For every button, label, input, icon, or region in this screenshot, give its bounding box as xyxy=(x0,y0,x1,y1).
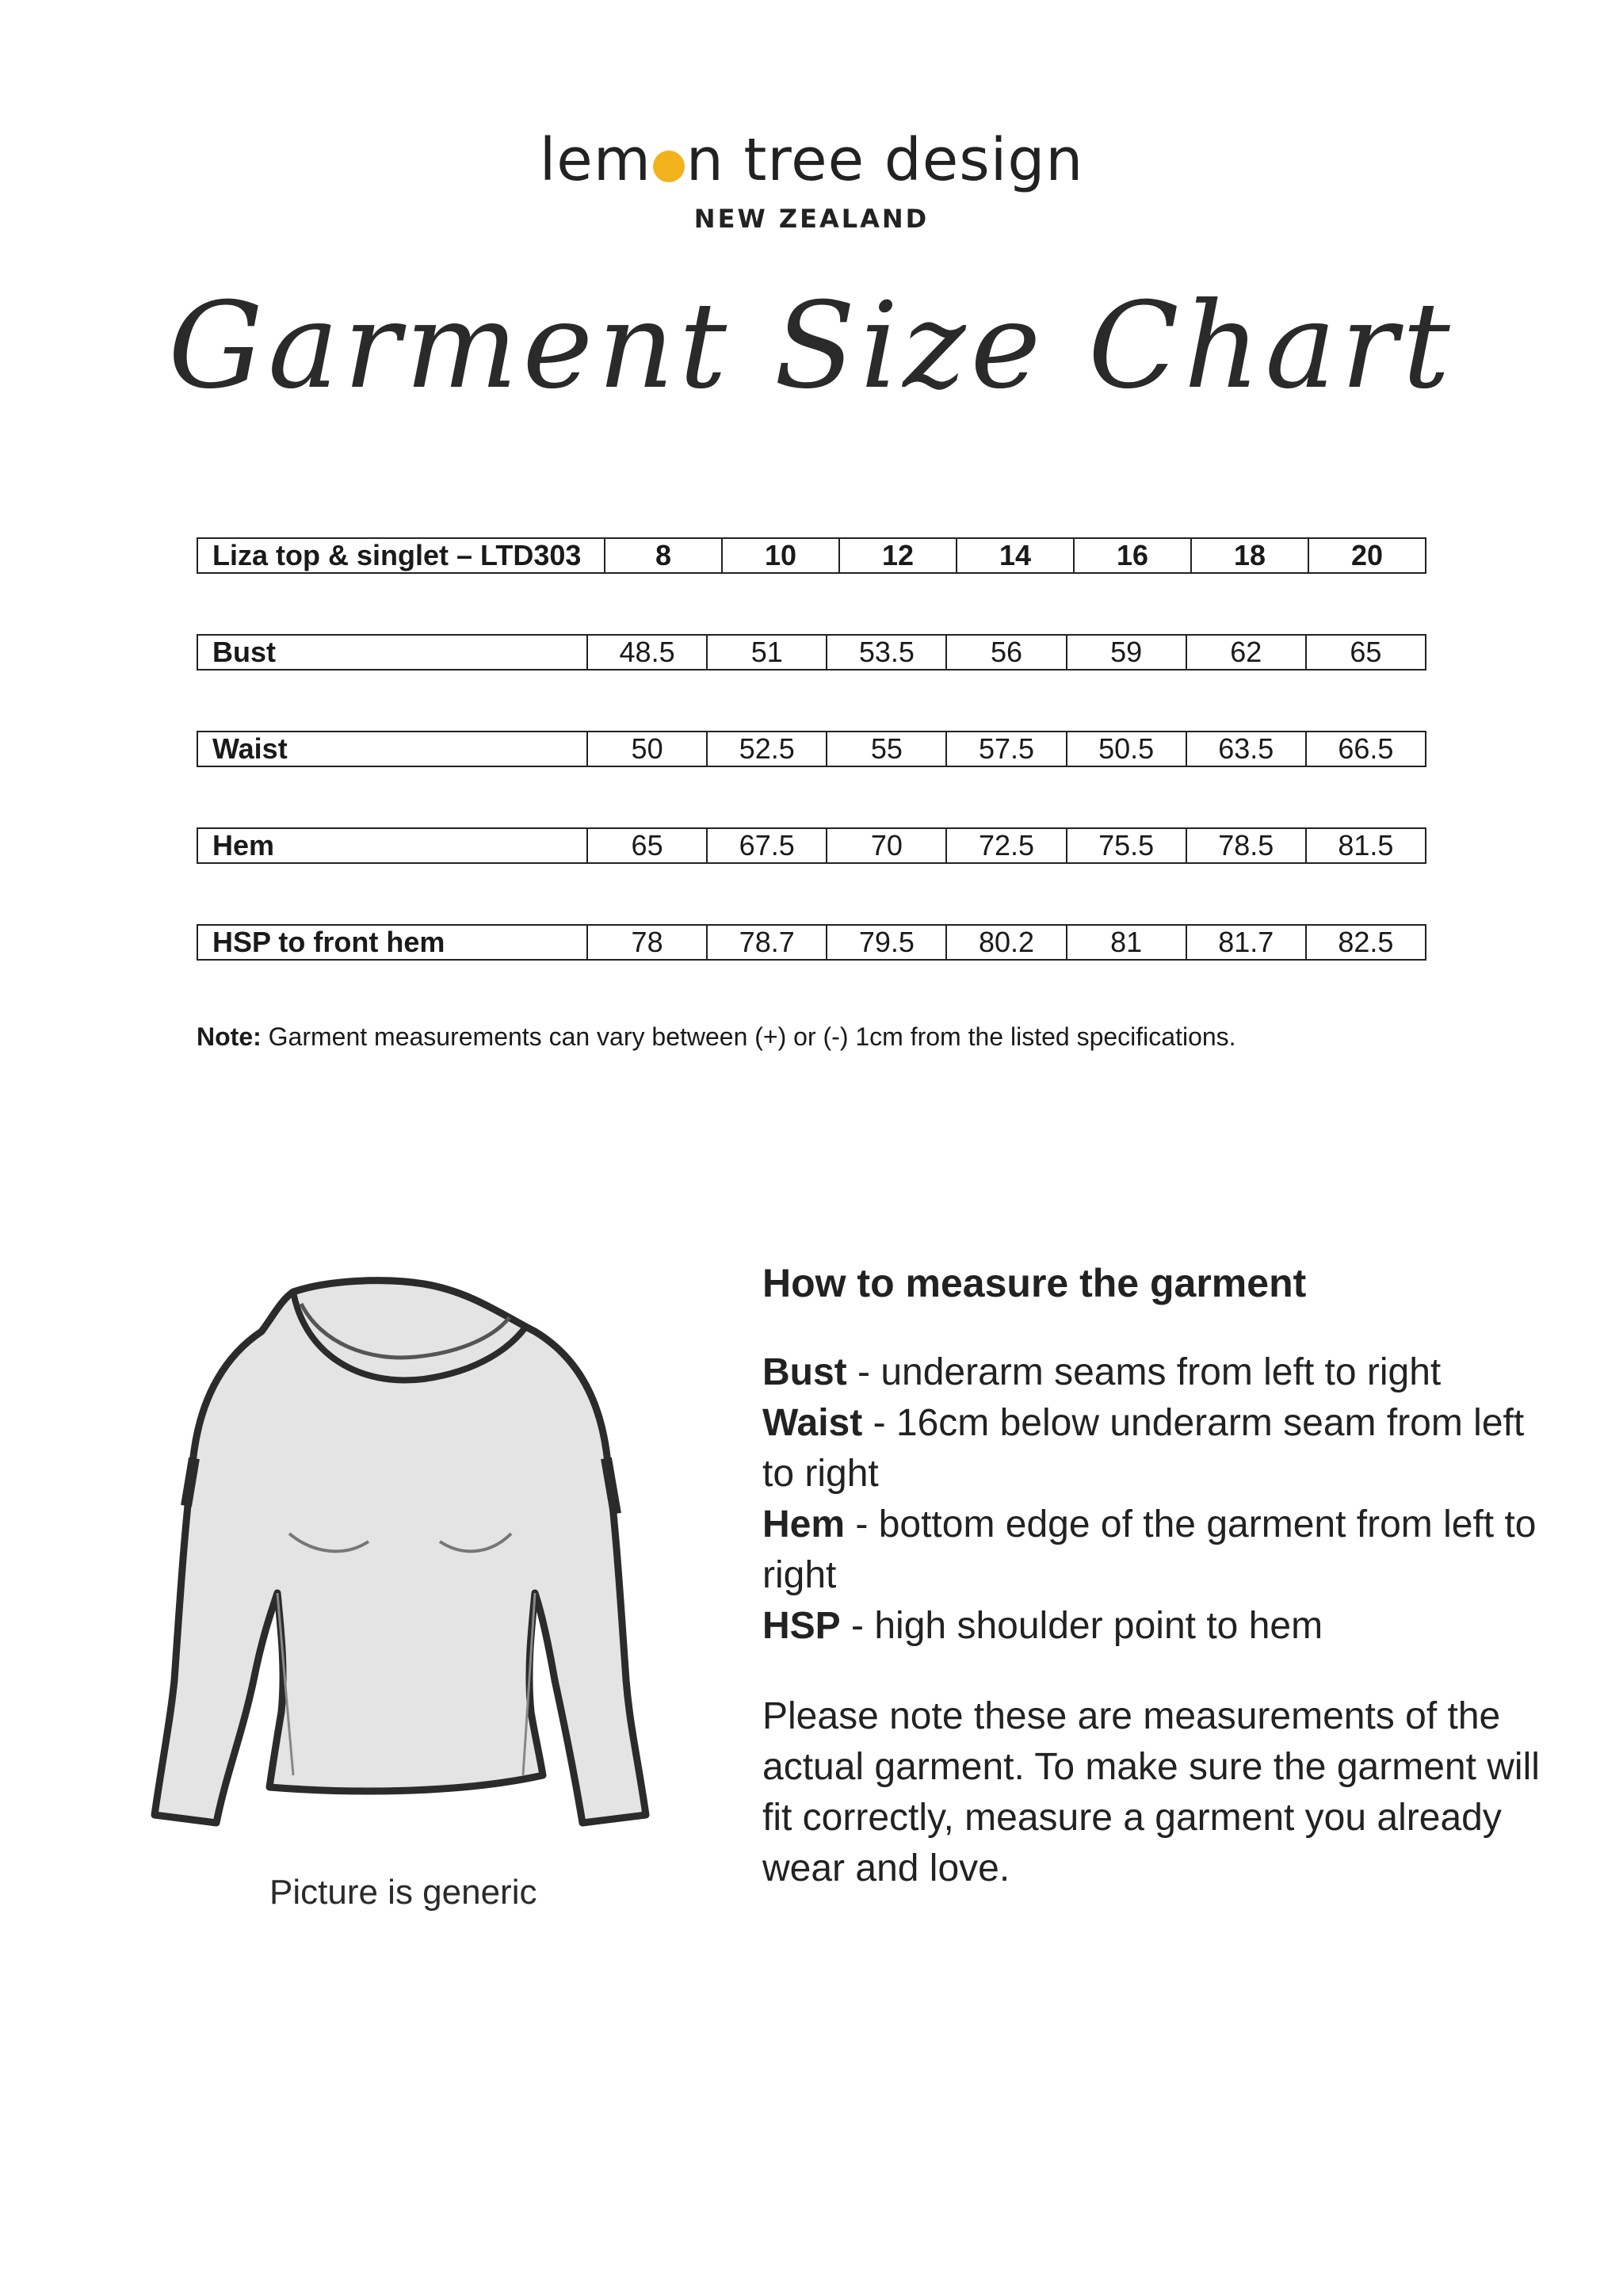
value-cell: 62 xyxy=(1186,636,1305,669)
value-cell: 48.5 xyxy=(586,636,706,669)
value-cell: 81.7 xyxy=(1186,926,1305,959)
value-cell: 82.5 xyxy=(1305,926,1425,959)
value-cell: 51 xyxy=(706,636,826,669)
size-cell: 14 xyxy=(956,539,1073,572)
value-cell: 70 xyxy=(826,829,945,862)
how-to-heading: How to measure the garment xyxy=(762,1261,1307,1305)
garment-illustration xyxy=(131,1268,670,1855)
measurement-row-waist xyxy=(197,731,1426,767)
value-cell: 78.7 xyxy=(706,926,826,959)
instruction-waist: Waist - 16cm below underarm seam from left to right xyxy=(762,1402,1525,1495)
row-label: Hem xyxy=(212,829,275,861)
value-cell: 52.5 xyxy=(706,732,826,766)
value-cell: 72.5 xyxy=(945,829,1065,862)
measurement-row-hem xyxy=(197,827,1426,864)
size-cell: 12 xyxy=(838,539,956,572)
value-cell: 79.5 xyxy=(826,926,945,959)
value-cell: 59 xyxy=(1066,636,1186,669)
value-cell: 81.5 xyxy=(1305,829,1425,862)
lemon-dot-icon xyxy=(653,151,685,182)
value-cell: 80.2 xyxy=(945,926,1065,959)
value-cell: 65 xyxy=(586,829,706,862)
brand-logo xyxy=(0,126,1623,234)
size-cell: 8 xyxy=(604,539,721,572)
brand-name: lem n tree design xyxy=(539,126,1084,194)
row-label: Waist xyxy=(212,732,288,765)
value-cell: 50.5 xyxy=(1066,732,1186,766)
product-name: Liza top & singlet – LTD303 xyxy=(212,539,582,571)
figure-caption: Picture is generic xyxy=(269,1873,537,1912)
size-cell: 10 xyxy=(721,539,838,572)
value-cell: 78.5 xyxy=(1186,829,1305,862)
row-label: HSP to front hem xyxy=(212,926,445,958)
value-cell: 65 xyxy=(1305,636,1425,669)
size-cell: 16 xyxy=(1073,539,1190,572)
value-cell: 50 xyxy=(586,732,706,766)
size-header-row xyxy=(197,537,1426,574)
note-text: Garment measurements can vary between (+) or (-) 1cm from the listed specifications. xyxy=(261,1022,1236,1051)
fit-advice: Please note these are measurements of the actual garment. To make sure the garment will fit correctly, measure a garment you already wear and love. xyxy=(762,1695,1540,1889)
value-cell: 56 xyxy=(945,636,1065,669)
measure-instructions xyxy=(762,1347,1555,1652)
value-cell: 81 xyxy=(1066,926,1186,959)
value-cell: 66.5 xyxy=(1305,732,1425,766)
instruction-hem: Hem - bottom edge of the garment from left to right xyxy=(762,1503,1537,1596)
value-cell: 57.5 xyxy=(945,732,1065,766)
brand-country: NEW ZEALAND xyxy=(693,204,930,234)
row-label: Bust xyxy=(212,636,276,668)
value-cell: 55 xyxy=(826,732,945,766)
value-cell: 75.5 xyxy=(1066,829,1186,862)
value-cell: 53.5 xyxy=(826,636,945,669)
how-to-measure xyxy=(762,1260,1555,1894)
size-cell: 20 xyxy=(1308,539,1425,572)
measurement-row-hsp xyxy=(197,924,1426,961)
value-cell: 63.5 xyxy=(1186,732,1305,766)
measurement-row-bust xyxy=(197,634,1426,670)
instruction-hsp: HSP - high shoulder point to hem xyxy=(762,1605,1323,1647)
size-cell: 18 xyxy=(1190,539,1308,572)
value-cell: 67.5 xyxy=(706,829,826,862)
measurement-note xyxy=(197,1022,1236,1052)
value-cell: 78 xyxy=(586,926,706,959)
instruction-bust: Bust - underarm seams from left to right xyxy=(762,1351,1442,1393)
note-label: Note: xyxy=(197,1022,262,1051)
page-title: Garment Size Chart xyxy=(168,277,1455,415)
